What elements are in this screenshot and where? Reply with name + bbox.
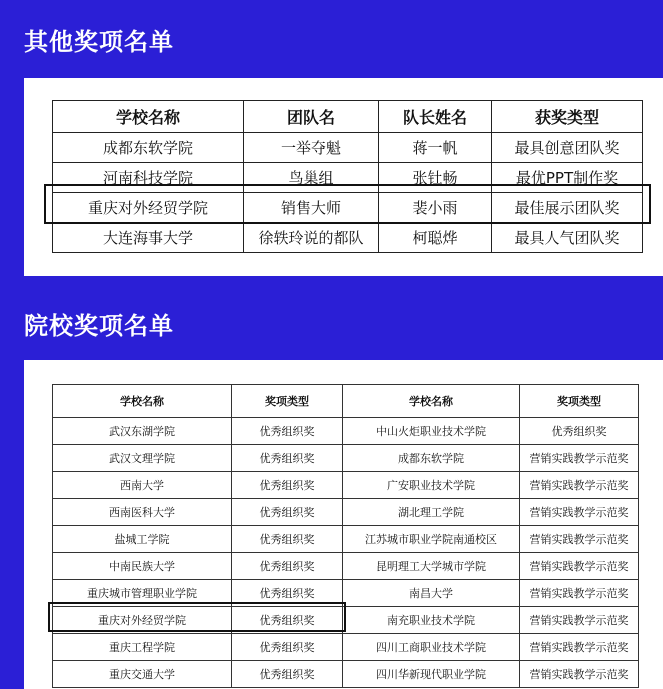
cell-team: 销售大师 bbox=[244, 193, 379, 223]
section-title-school-awards: 院校奖项名单 bbox=[24, 312, 174, 340]
table-header-row bbox=[53, 385, 639, 418]
cell-award-left: 优秀组织奖 bbox=[232, 526, 343, 553]
school-awards-panel bbox=[24, 360, 663, 689]
cell-school: 大连海事大学 bbox=[53, 223, 244, 253]
cell-award-left: 优秀组织奖 bbox=[232, 553, 343, 580]
other-awards-panel bbox=[24, 78, 663, 276]
cell-school-right: 广安职业技术学院 bbox=[343, 472, 520, 499]
other-awards-table bbox=[52, 100, 643, 253]
table-row-highlighted bbox=[53, 193, 643, 223]
cell-school-left: 重庆城市管理职业学院 bbox=[53, 580, 232, 607]
school-awards-table bbox=[52, 384, 639, 688]
cell-school: 重庆对外经贸学院 bbox=[53, 193, 244, 223]
cell-award-right: 营销实践教学示范奖 bbox=[520, 580, 639, 607]
table-row bbox=[53, 445, 639, 472]
cell-school-left: 盐城工学院 bbox=[53, 526, 232, 553]
cell-school-left: 重庆对外经贸学院 bbox=[53, 607, 232, 634]
cell-school-left: 重庆工程学院 bbox=[53, 634, 232, 661]
cell-award-right: 营销实践教学示范奖 bbox=[520, 499, 639, 526]
cell-award-right: 营销实践教学示范奖 bbox=[520, 634, 639, 661]
col-header-school-right: 学校名称 bbox=[343, 385, 520, 418]
col-header-school-left: 学校名称 bbox=[53, 385, 232, 418]
table-row-highlighted bbox=[53, 607, 639, 634]
col-header-captain: 队长姓名 bbox=[379, 101, 492, 133]
table-row bbox=[53, 553, 639, 580]
table-row bbox=[53, 472, 639, 499]
cell-award-right: 营销实践教学示范奖 bbox=[520, 607, 639, 634]
cell-award-left: 优秀组织奖 bbox=[232, 580, 343, 607]
col-header-award-type: 获奖类型 bbox=[492, 101, 643, 133]
section-title-other-awards: 其他奖项名单 bbox=[24, 28, 174, 56]
cell-school-right: 南充职业技术学院 bbox=[343, 607, 520, 634]
cell-team: 鸟巢组 bbox=[244, 163, 379, 193]
cell-award-left: 优秀组织奖 bbox=[232, 418, 343, 445]
cell-school-left: 重庆交通大学 bbox=[53, 661, 232, 688]
cell-award-left: 优秀组织奖 bbox=[232, 499, 343, 526]
cell-award-right: 营销实践教学示范奖 bbox=[520, 553, 639, 580]
col-header-school: 学校名称 bbox=[53, 101, 244, 133]
table-row bbox=[53, 223, 643, 253]
cell-captain: 裴小雨 bbox=[379, 193, 492, 223]
cell-award-left: 优秀组织奖 bbox=[232, 607, 343, 634]
table-row bbox=[53, 418, 639, 445]
cell-award-left: 优秀组织奖 bbox=[232, 445, 343, 472]
cell-school-right: 南昌大学 bbox=[343, 580, 520, 607]
cell-award-type: 最具人气团队奖 bbox=[492, 223, 643, 253]
table-row bbox=[53, 661, 639, 688]
cell-school-right: 四川工商职业技术学院 bbox=[343, 634, 520, 661]
cell-school-right: 昆明理工大学城市学院 bbox=[343, 553, 520, 580]
table-row bbox=[53, 526, 639, 553]
cell-school-right: 江苏城市职业学院南通校区 bbox=[343, 526, 520, 553]
cell-school-right: 四川华新现代职业学院 bbox=[343, 661, 520, 688]
cell-school: 成都东软学院 bbox=[53, 133, 244, 163]
cell-award-type: 最具创意团队奖 bbox=[492, 133, 643, 163]
cell-school-right: 中山火炬职业技术学院 bbox=[343, 418, 520, 445]
cell-award-type: 最优PPT制作奖 bbox=[492, 163, 643, 193]
cell-award-right: 优秀组织奖 bbox=[520, 418, 639, 445]
cell-award-right: 营销实践教学示范奖 bbox=[520, 526, 639, 553]
cell-team: 一举夺魁 bbox=[244, 133, 379, 163]
cell-award-right: 营销实践教学示范奖 bbox=[520, 472, 639, 499]
cell-team: 徐轶玲说的都队 bbox=[244, 223, 379, 253]
cell-school-left: 西南医科大学 bbox=[53, 499, 232, 526]
cell-award-left: 优秀组织奖 bbox=[232, 661, 343, 688]
table-row bbox=[53, 580, 639, 607]
cell-award-left: 优秀组织奖 bbox=[232, 472, 343, 499]
cell-award-left: 优秀组织奖 bbox=[232, 634, 343, 661]
table-row bbox=[53, 499, 639, 526]
cell-captain: 张钍畅 bbox=[379, 163, 492, 193]
cell-school-left: 武汉东湖学院 bbox=[53, 418, 232, 445]
table-row bbox=[53, 163, 643, 193]
table-header-row bbox=[53, 101, 643, 133]
cell-school-right: 湖北理工学院 bbox=[343, 499, 520, 526]
col-header-award-left: 奖项类型 bbox=[232, 385, 343, 418]
cell-school-left: 中南民族大学 bbox=[53, 553, 232, 580]
table-row bbox=[53, 634, 639, 661]
cell-school-right: 成都东软学院 bbox=[343, 445, 520, 472]
cell-award-type: 最佳展示团队奖 bbox=[492, 193, 643, 223]
cell-school-left: 武汉文理学院 bbox=[53, 445, 232, 472]
col-header-award-right: 奖项类型 bbox=[520, 385, 639, 418]
cell-school-left: 西南大学 bbox=[53, 472, 232, 499]
cell-captain: 柯聪烨 bbox=[379, 223, 492, 253]
col-header-team: 团队名 bbox=[244, 101, 379, 133]
cell-captain: 蒋一帆 bbox=[379, 133, 492, 163]
table-row bbox=[53, 133, 643, 163]
cell-award-right: 营销实践教学示范奖 bbox=[520, 445, 639, 472]
cell-school: 河南科技学院 bbox=[53, 163, 244, 193]
cell-award-right: 营销实践教学示范奖 bbox=[520, 661, 639, 688]
